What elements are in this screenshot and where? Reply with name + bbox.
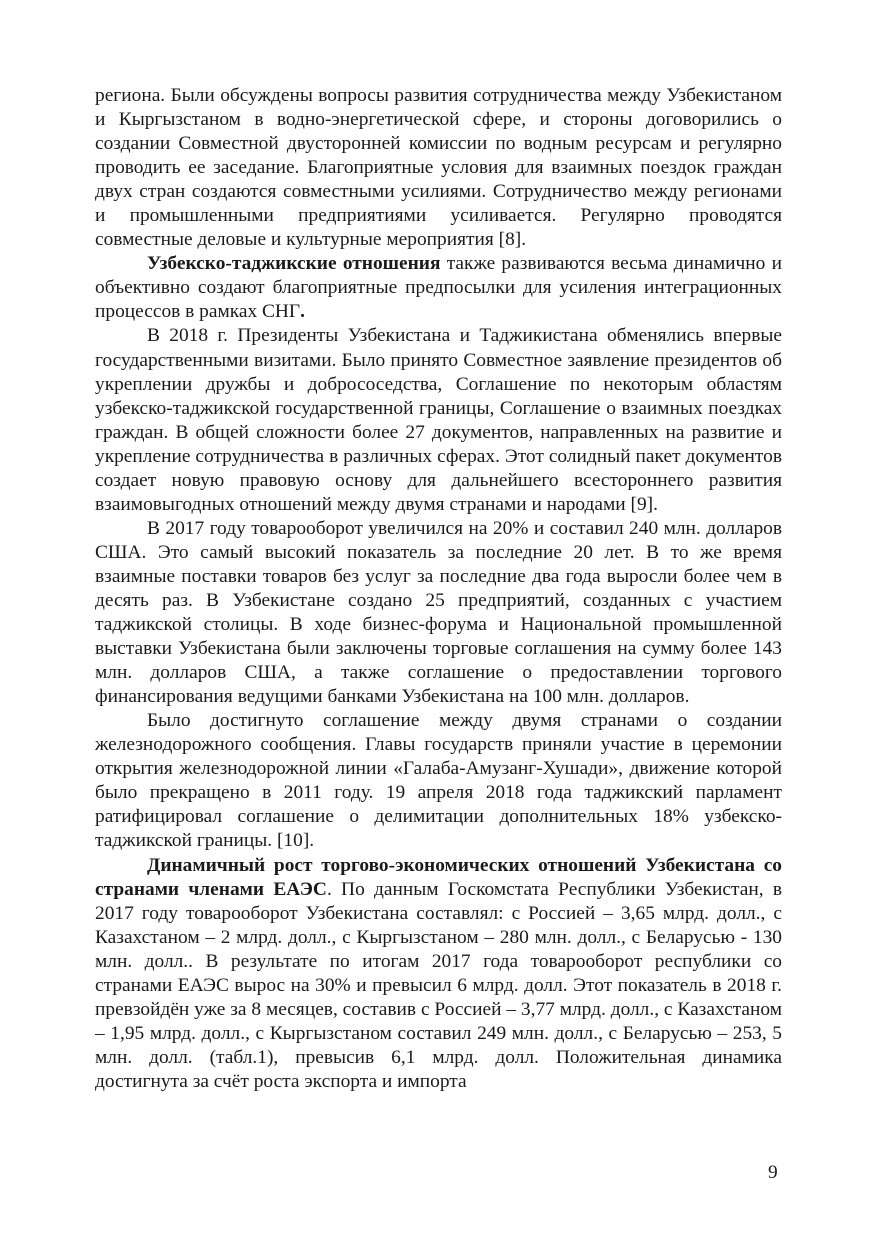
paragraph-text: региона. Были обсуждены вопросы развития сотрудничества между Узбекистаном и Кыргызстаном в водно-энергетической сфере, и стороны договорились о создании Совместной двусторонней комиссии по водным ресурсам и регулярно проводить ее заседание. Благоприятные условия для взаимных поездок граждан двух стран создаются совместными усилиями. Сотрудничество между регионами и промышленными предприятиями усиливается. Регулярно проводятся совместные деловые и культурные мероприятия [8]. — [95, 85, 782, 251]
page-number: 9 — [768, 1162, 778, 1183]
paragraph-text: также развиваются весьма динамично и объективно создают благоприятные предпосылки для усиления интеграционных процессов в рамках СНГ — [95, 253, 782, 323]
paragraph-uzbek-tajik-relations — [95, 252, 782, 324]
paragraph-text: В 2018 г. Президенты Узбекистана и Таджикистана обменялись впервые государственными визитами. Было принято Совместное заявление президентов об укреплении дружбы и добрососедства, Соглашение по некоторым областям узбекско-таджикской государственной границы, Соглашение о взаимных поездках граждан. В общей сложности более 27 документов, направленных на развитие и укрепление сотрудничества в различных сферах. Этот солидный пакет документов создает новую правовую основу для дальнейшего всестороннего развития взаимовыгодных отношений между двумя странами и народами [9]. — [95, 325, 782, 515]
paragraph-text: В 2017 году товарооборот увеличился на 20% и составил 240 млн. долларов США. Это самый высокий показатель за последние 20 лет. В то же время взаимные поставки товаров без услуг за последние два года выросли более чем в десять раз. В Узбекистане создано 25 предприятий, созданных с участием таджикской столицы. В ходе бизнес-форума и Национальной промышленной выставки Узбекистана были заключены торговые соглашения на сумму более 143 млн. долларов США, а также соглашение о предоставлении торгового финансирования ведущими банками Узбекистана на 100 млн. долларов. — [95, 517, 782, 708]
paragraph-railway — [95, 709, 782, 853]
paragraph-bold-tail: . — [300, 301, 306, 323]
paragraph-text: . По данным Госкомстата Республики Узбекистан, в 2017 году товарооборот Узбекистана составлял: с Россией – 3,65 млрд. долл., с Казахстаном – 2 млрд. долл., с Кыргызстаном – 280 млн. долл., с Беларусью - 130 млн. долл.. В результате по итогам 2017 года товарооборот республики со странами ЕАЭС вырос на 30% и превысил 6 млрд. долл. Этот показатель в 2018 г. превзойдён уже за 8 месяцев, составив с Россией – 3,77 млрд. долл., с Казахстаном – 1,95 млрд. долл., с Кыргызстаном составил 249 млн. долл., с Беларусью – 253, 5 млн. долл. (табл.1), превысив 6,1 млрд. долл. Положительная динамика достигнута за счёт роста экспорта и импорта — [95, 878, 782, 1092]
paragraph-state-visits — [95, 324, 782, 516]
paragraph-bold-lead: Динамичный рост торгово-экономических отношений Узбекистана со странами членами ЕАЭС — [95, 854, 782, 900]
page-body — [95, 84, 782, 1094]
paragraph-bold-lead: Узбекско-таджикские отношения — [147, 253, 441, 275]
paragraph-text: Было достигнуто соглашение между двумя странами о создании железнодорожного сообщения. Главы государств приняли участие в церемонии открытия железнодорожной линии «Галаба-Амузанг-Хушади», движение которой было прекращено в 2011 году. 19 апреля 2018 года таджикский парламент ратифицировал соглашение о делимитации дополнительных 18% узбекско-таджикской границы. [10]. — [95, 710, 782, 852]
paragraph-eaeu-trade — [95, 854, 782, 1094]
paragraph-continuation — [95, 84, 782, 252]
paragraph-trade-turnover — [95, 517, 782, 709]
